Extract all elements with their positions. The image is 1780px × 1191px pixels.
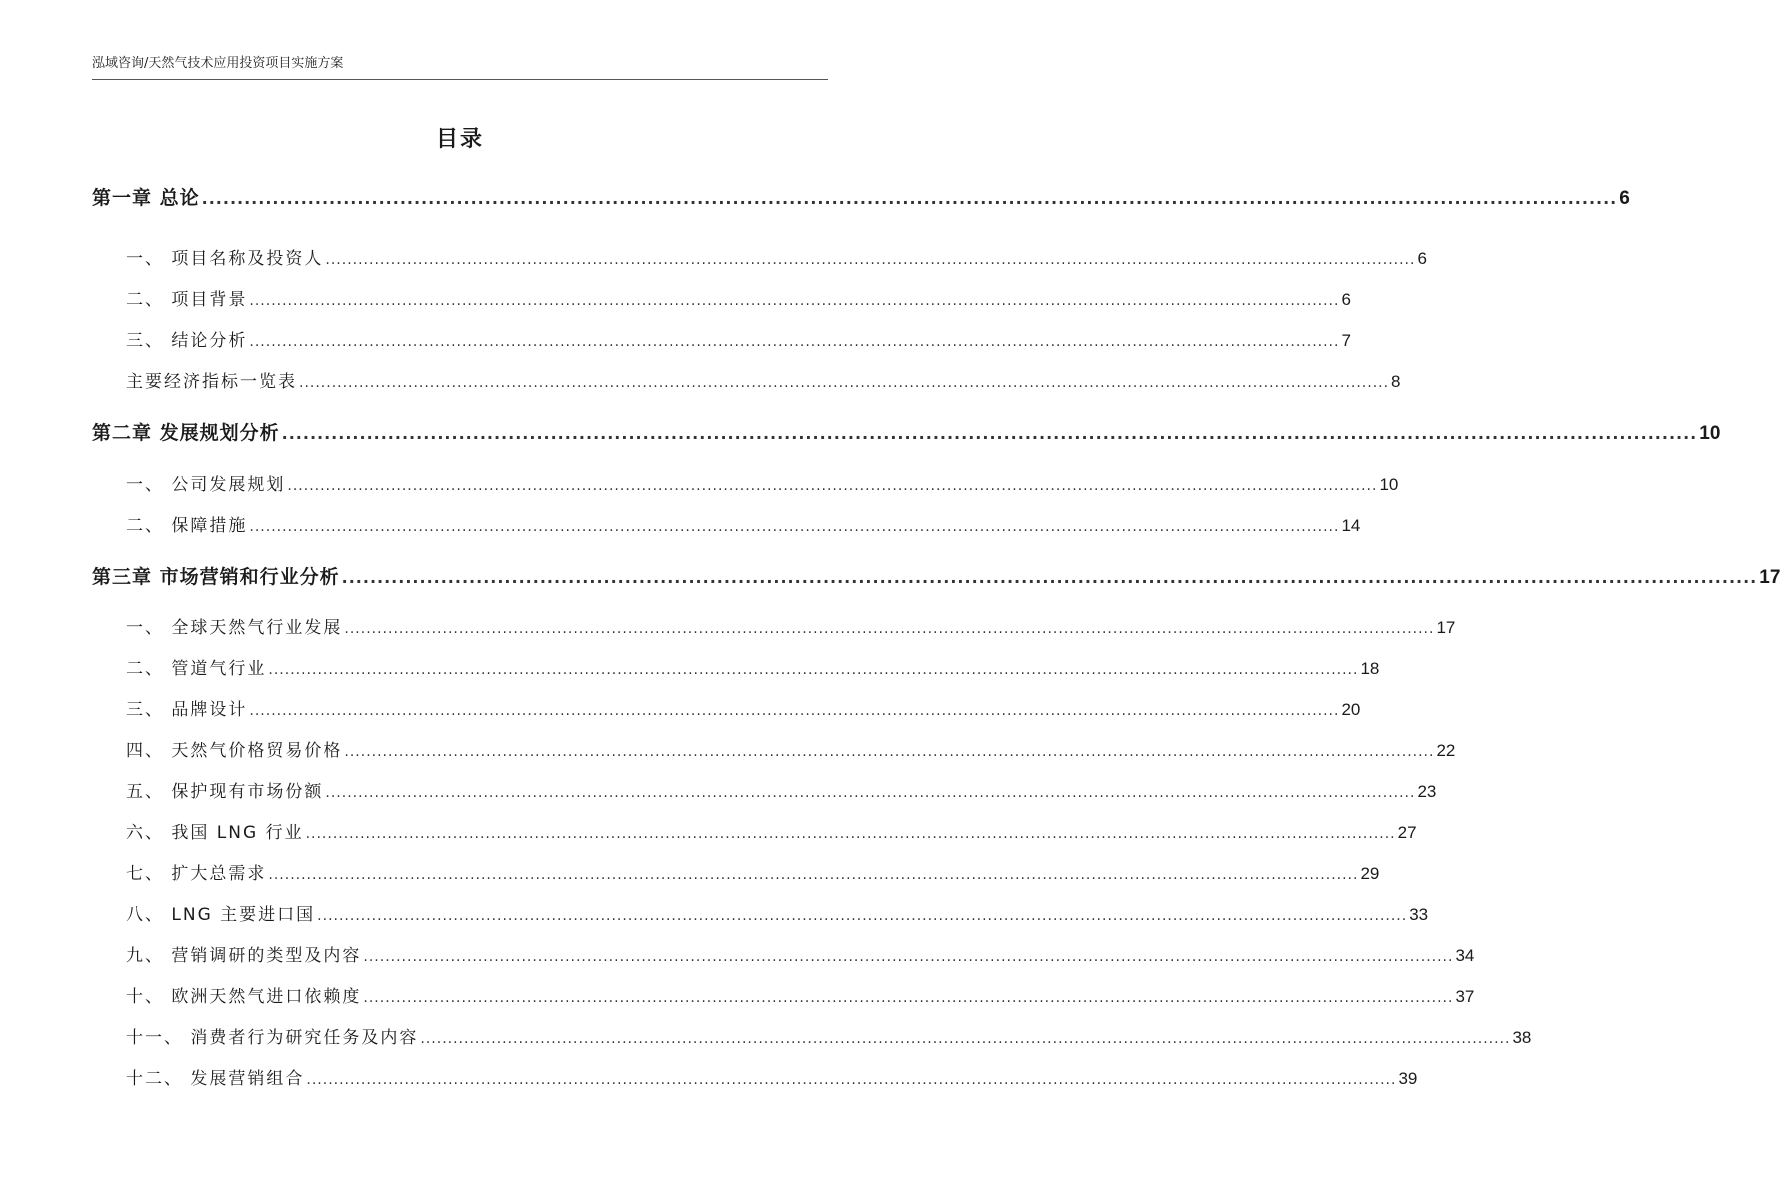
toc-section-entry[interactable] [126, 698, 1361, 722]
toc-page-number: 37 [1455, 987, 1475, 1006]
toc-entry-label: 二、 保障措施 [126, 516, 248, 536]
toc-entry-label: 六、 我国 LNG 行业 [126, 823, 304, 843]
toc-page-number: 27 [1397, 823, 1417, 842]
toc-section-entry[interactable] [126, 473, 1399, 497]
toc-page-number: 10 [1699, 423, 1721, 444]
toc-section-entry[interactable] [126, 1067, 1418, 1091]
toc-page-number: 23 [1417, 782, 1437, 801]
toc-page-number: 34 [1455, 946, 1475, 965]
toc-leader-dots: ........................................................................................................................................................................................................ [268, 867, 1359, 883]
toc-page-number: 20 [1341, 700, 1361, 719]
toc-leader-dots: ........................................................................................................................................................................................................ [201, 189, 1618, 208]
page-header: 泓域咨询/天然气技术应用投资项目实施方案 [92, 52, 828, 80]
toc-section-entry[interactable] [126, 288, 1351, 312]
toc-leader-dots: ........................................................................................................................................................................................................ [306, 1072, 1397, 1088]
toc-leader-dots: ........................................................................................................................................................................................................ [281, 424, 1698, 443]
toc-entry-label: 一、 项目名称及投资人 [126, 249, 324, 269]
toc-page-number: 6 [1417, 249, 1427, 268]
toc-entry-label: 十二、 发展营销组合 [126, 1069, 305, 1089]
toc-page-number: 17 [1436, 618, 1456, 637]
toc-entry-label: 三、 品牌设计 [126, 700, 248, 720]
toc-leader-dots: ........................................................................................................................................................................................................ [341, 568, 1758, 587]
toc-leader-dots: ........................................................................................................................................................................................................ [344, 744, 1435, 760]
toc-section-entry[interactable] [126, 862, 1380, 886]
toc-section-entry[interactable] [126, 514, 1361, 538]
toc-page-number: 8 [1391, 372, 1401, 391]
toc-page-number: 6 [1619, 188, 1630, 209]
toc-entry-label: 十、 欧洲天然气进口依赖度 [126, 987, 362, 1007]
toc-leader-dots: ........................................................................................................................................................................................................ [249, 334, 1340, 350]
toc-page-number: 14 [1341, 516, 1361, 535]
toc-chapter-entry[interactable] [92, 565, 1780, 589]
toc-page-number: 17 [1759, 567, 1780, 588]
toc-entry-label: 一、 全球天然气行业发展 [126, 618, 343, 638]
toc-page-number: 10 [1379, 475, 1399, 494]
toc-leader-dots: ........................................................................................................................................................................................................ [420, 1031, 1511, 1047]
toc-section-entry[interactable] [126, 370, 1401, 394]
page-title: 目录 [435, 127, 484, 152]
toc-section-entry[interactable] [126, 985, 1475, 1009]
toc-page-number: 18 [1360, 659, 1380, 678]
toc-entry-label: 八、 LNG 主要进口国 [126, 905, 316, 925]
toc-section-entry[interactable] [126, 944, 1475, 968]
toc-leader-dots: ........................................................................................................................................................................................................ [363, 949, 1454, 965]
toc-entry-label: 四、 天然气价格贸易价格 [126, 741, 343, 761]
toc-section-entry[interactable] [126, 616, 1456, 640]
toc-section-entry[interactable] [126, 247, 1427, 271]
toc-entry-label: 一、 公司发展规划 [126, 475, 286, 495]
toc-page-number: 6 [1341, 290, 1351, 309]
toc-page-number: 38 [1512, 1028, 1532, 1047]
toc-leader-dots: ........................................................................................................................................................................................................ [249, 519, 1340, 535]
toc-page-number: 39 [1398, 1069, 1418, 1088]
toc-entry-label: 主要经济指标一览表 [126, 372, 297, 392]
toc-entry-label: 二、 项目背景 [126, 290, 248, 310]
toc-leader-dots: ........................................................................................................................................................................................................ [287, 478, 1378, 494]
toc-entry-label: 第三章 市场营销和行业分析 [92, 566, 340, 588]
toc-leader-dots: ........................................................................................................................................................................................................ [325, 252, 1416, 268]
toc-section-entry[interactable] [126, 903, 1429, 927]
toc-section-entry[interactable] [126, 821, 1417, 845]
toc-entry-label: 第二章 发展规划分析 [92, 422, 280, 444]
toc-entry-label: 七、 扩大总需求 [126, 864, 267, 884]
toc-page-number: 33 [1409, 905, 1429, 924]
toc-section-entry[interactable] [126, 329, 1351, 353]
toc-leader-dots: ........................................................................................................................................................................................................ [305, 826, 1396, 842]
toc-leader-dots: ........................................................................................................................................................................................................ [344, 621, 1435, 637]
toc-page-number: 29 [1360, 864, 1380, 883]
toc-entry-label: 第一章 总论 [92, 187, 200, 209]
toc-page-number: 7 [1341, 331, 1351, 350]
toc-entry-label: 二、 管道气行业 [126, 659, 267, 679]
toc-leader-dots: ........................................................................................................................................................................................................ [325, 785, 1416, 801]
toc-entry-label: 五、 保护现有市场份额 [126, 782, 324, 802]
toc-leader-dots: ........................................................................................................................................................................................................ [363, 990, 1454, 1006]
toc-section-entry[interactable] [126, 657, 1380, 681]
toc-entry-label: 十一、 消费者行为研究任务及内容 [126, 1028, 419, 1048]
toc-leader-dots: ........................................................................................................................................................................................................ [249, 293, 1340, 309]
toc-leader-dots: ........................................................................................................................................................................................................ [317, 908, 1408, 924]
toc-page-number: 22 [1436, 741, 1456, 760]
toc-chapter-entry[interactable] [92, 186, 1630, 210]
toc-chapter-entry[interactable] [92, 421, 1721, 445]
toc-leader-dots: ........................................................................................................................................................................................................ [268, 662, 1359, 678]
toc-section-entry[interactable] [126, 780, 1437, 804]
toc-section-entry[interactable] [126, 1026, 1532, 1050]
toc-entry-label: 九、 营销调研的类型及内容 [126, 946, 362, 966]
toc-entry-label: 三、 结论分析 [126, 331, 248, 351]
toc-leader-dots: ........................................................................................................................................................................................................ [249, 703, 1340, 719]
toc-leader-dots: ........................................................................................................................................................................................................ [299, 375, 1390, 391]
toc-section-entry[interactable] [126, 739, 1456, 763]
